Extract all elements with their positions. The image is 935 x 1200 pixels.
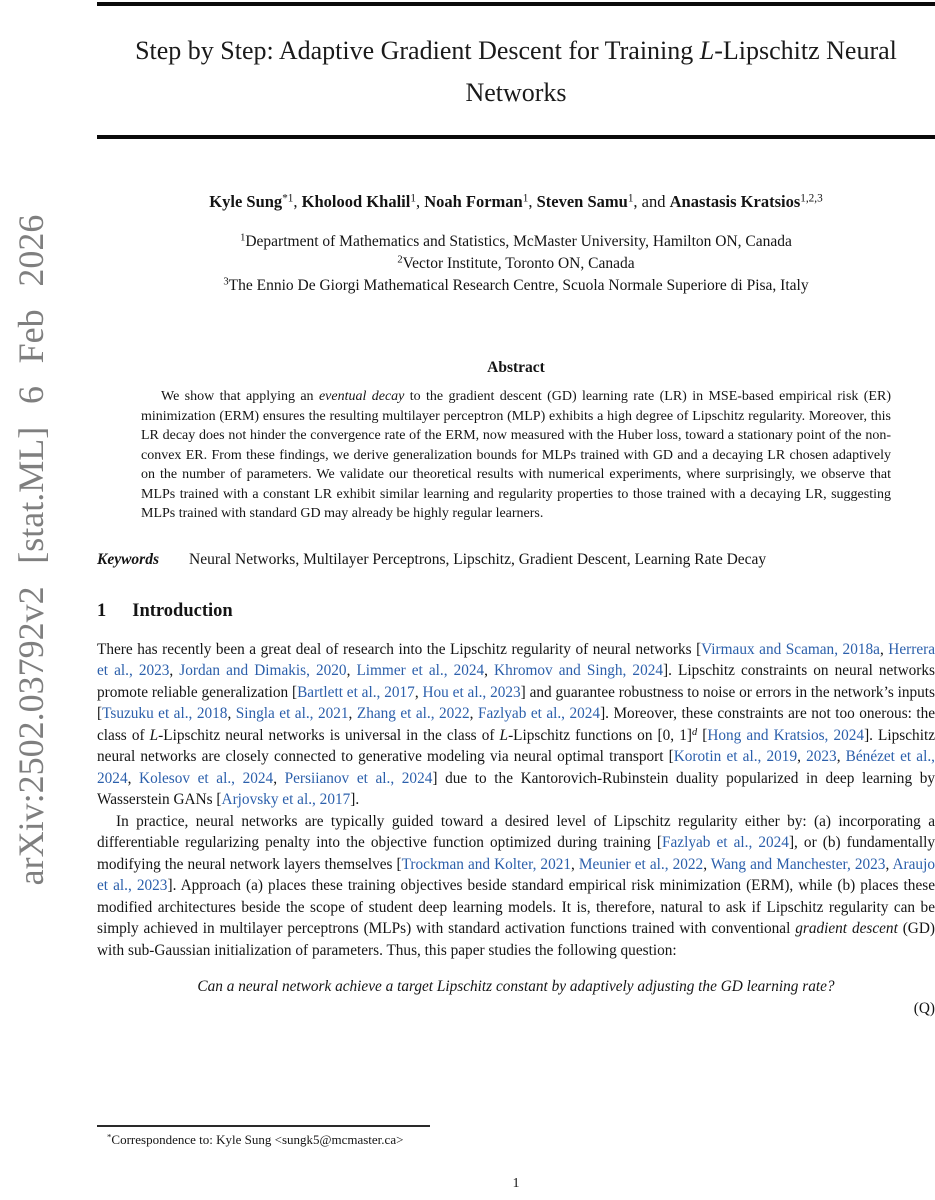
text-segment: * <box>107 1131 112 1142</box>
text-segment: Step by Step: Adaptive Gradient Descent for Training <box>135 36 700 65</box>
citation-link[interactable]: Fazlyab et al., 2024 <box>662 834 789 851</box>
text-segment: , <box>293 192 302 211</box>
citation-link[interactable]: Wang and Manchester, 2023 <box>710 855 886 873</box>
affiliation-line <box>97 275 935 297</box>
text-segment: 1 <box>522 192 529 205</box>
affiliations-block <box>97 231 935 297</box>
section-title: Introduction <box>132 600 233 621</box>
citation-link[interactable]: Jordan and Dimakis, 2020 <box>179 662 347 679</box>
arxiv-watermark: arXiv:2502.03792v2 [stat.ML] 6 Feb 2026 <box>11 214 51 886</box>
text-segment: , <box>885 855 893 873</box>
text-segment: ]. Approach (a) places these training objectives beside standard empirical risk minimization (ERM), while (b) places these modified architectures beside the scope of student deep learning models. It is, therefore, natural to ask if Lipschitz regularity can be simply achieved in multilayer perceptrons (MLPs) with standard activation functions trained with conventional <box>97 877 935 937</box>
text-segment: Noah Forman <box>424 192 523 211</box>
affiliation-line <box>97 253 935 275</box>
paper-page-body <box>97 0 935 1019</box>
text-segment: , <box>469 705 478 722</box>
text-segment: , <box>127 769 140 787</box>
text-segment: L <box>149 726 159 744</box>
text-segment: *1 <box>282 192 294 205</box>
keywords-text: Neural Networks, Multilayer Perceptrons, Lipschitz, Gradient Descent, Learning Rate Decay <box>189 550 767 568</box>
abstract-text <box>141 387 891 524</box>
citation-link[interactable]: Zhang et al., 2022 <box>356 705 470 722</box>
text-segment: ] and guarantee robustness to noise or errors in the network’s inputs [ <box>97 683 935 722</box>
text-segment: , <box>484 662 495 679</box>
abstract-heading: Abstract <box>487 359 545 376</box>
text-segment: Anastasis Kratsios <box>669 192 801 211</box>
footnote-area <box>97 1125 935 1148</box>
section-number: 1 <box>97 600 107 621</box>
text-segment: 3 <box>223 276 229 288</box>
citation-link[interactable]: Trockman and Kolter, 2021 <box>401 855 572 873</box>
citation-link[interactable]: Singla et al., 2021 <box>235 705 349 722</box>
text-segment: , and <box>633 192 670 211</box>
citation-link[interactable]: Kolesov et al., 2024 <box>139 769 274 787</box>
title-rule-bottom <box>97 135 935 139</box>
text-segment: Vector Institute, Toronto ON, Canada <box>402 255 635 272</box>
text-segment: 1 <box>627 192 634 205</box>
citation-link[interactable]: Bénézet et al., 2024 <box>97 748 935 787</box>
text-segment: Kyle Sung <box>209 192 283 211</box>
citation-link[interactable]: Fazlyab et al., 2024 <box>477 705 601 722</box>
intro-paragraph-1 <box>97 639 935 811</box>
text-segment: , <box>797 748 807 765</box>
author-line <box>97 192 935 212</box>
text-segment: , <box>346 662 357 679</box>
text-segment: ]. <box>350 791 360 808</box>
keywords-line <box>97 551 935 569</box>
text-segment: to the gradient descent (GD) learning rate (LR) in MSE-based empirical risk (ER) minimization (ERM) ensures the resulting multilayer perceptron (MLP) exhibits a high degree of Lipschitz regularity. Moreover, this LR decay does not hinder the convergence rate of the ERM, now measured with the Huber loss, toward a stationary point of the non-convex ER. From these findings, we derive generalization bounds for MLPs trained with GD and a decaying LR chosen adaptively on the number of parameters. We validate our theoretical results with numerical experiments, where surprisingly, we observe that MLPs trained with a constant LR exhibit similar learning and regularity properties to those trained with a decaying LR, suggesting MLPs trained with standard GD may already be highly regular learners. <box>141 389 891 521</box>
correspondence-footnote <box>97 1132 935 1148</box>
text-segment: , <box>414 683 423 701</box>
text-segment: In practice, neural networks are typically guided toward a desired level of Lipschitz regularity either by: (a) incorporating a differentiable regularizing penalty into the objective function optimized during training [ <box>97 812 935 851</box>
text-segment: , <box>273 769 285 787</box>
text-segment: (GD) with sub-Gaussian initialization of parameters. Thus, this paper studies the following question: <box>97 920 935 959</box>
text-segment: Correspondence to: Kyle Sung <sungk5@mcmaster.ca> <box>111 1132 404 1147</box>
text-segment: , <box>703 855 711 873</box>
text-segment: The Ennio De Giorgi Mathematical Research Centre, Scuola Normale Superiore di Pisa, Italy <box>228 277 809 294</box>
text-segment: , <box>836 748 846 765</box>
section-heading-introduction <box>97 601 935 622</box>
citation-link[interactable]: Arjovsky et al., 2017 <box>221 791 351 808</box>
text-segment: , <box>227 705 236 722</box>
text-segment: ] due to the Kantorovich-Rubinstein duality popularized in deep learning by Wasserstein GANs [ <box>97 769 935 808</box>
citation-link[interactable]: Persiianov et al., 2024 <box>284 769 433 787</box>
text-segment: , <box>879 640 889 658</box>
text-segment: ], or (b) fundamentally modifying the neural network layers themselves [ <box>97 834 935 873</box>
text-segment: ]. Lipschitz neural networks are closely connected to generative modeling via neural optimal transport [ <box>97 726 935 765</box>
text-segment: , <box>415 192 425 211</box>
page-number: 1 <box>512 1176 520 1191</box>
text-segment: , <box>528 192 537 211</box>
citation-link[interactable]: Hong and Kratsios, 2024 <box>707 726 865 744</box>
text-segment: ]. Moreover, these constraints are not too onerous: the class of <box>97 705 935 744</box>
text-segment: L <box>499 726 509 744</box>
citation-link[interactable]: Meunier et al., 2022 <box>578 855 704 873</box>
equation-tag-q: (Q) <box>913 999 935 1017</box>
intro-paragraph-2 <box>97 811 935 962</box>
citation-link[interactable]: Tsuzuku et al., 2018 <box>102 705 228 722</box>
citation-link[interactable]: Korotin et al., 2019 <box>673 748 798 765</box>
text-segment: 1 <box>240 232 246 244</box>
text-segment: [ <box>697 726 708 744</box>
text-segment: gradient descent <box>795 920 898 937</box>
citation-link[interactable]: Herrera et al., 2023 <box>97 640 935 679</box>
paper-title <box>97 30 935 114</box>
text-segment: -Lipschitz neural networks is universal in the class of <box>158 726 500 744</box>
research-question: Can a neural network achieve a target Lipschitz constant by adaptively adjusting the GD learning rate? <box>197 978 835 995</box>
citation-link[interactable]: Hou et al., 2023 <box>422 683 521 701</box>
text-segment: ]. Lipschitz constraints on neural networks promote reliable generalization [ <box>97 662 935 701</box>
affiliation-line <box>97 231 935 253</box>
citation-link[interactable]: Virmaux and Scaman, 2018a <box>701 640 880 658</box>
footnote-rule <box>97 1125 430 1127</box>
text-segment: We show that applying an <box>161 389 319 404</box>
citation-link[interactable]: Limmer et al., 2024 <box>356 662 485 679</box>
text-segment: 2 <box>397 254 403 266</box>
text-segment: L <box>699 36 715 65</box>
text-segment: eventual decay <box>318 389 405 404</box>
citation-link[interactable]: Araujo et al., 2023 <box>97 855 935 894</box>
text-segment: , <box>169 662 180 679</box>
text-segment: 1 <box>410 192 416 205</box>
text-segment: Kholood Khalil <box>301 192 411 211</box>
text-segment: 1,2,3 <box>800 192 823 205</box>
keywords-label: Keywords <box>97 550 159 568</box>
title-rule-top <box>97 2 935 6</box>
text-segment: -Lipschitz Neural Networks <box>465 36 897 107</box>
citation-link[interactable]: Khromov and Singh, 2024 <box>494 662 664 679</box>
text-segment: , <box>571 855 579 873</box>
text-segment: There has recently been a great deal of research into the Lipschitz regularity of neural networks [ <box>97 640 702 658</box>
text-segment: -Lipschitz functions on [0, 1] <box>508 726 692 744</box>
text-segment: , <box>348 705 357 722</box>
citation-link[interactable]: 2023 <box>806 748 837 765</box>
text-segment: d <box>691 726 698 738</box>
text-segment: Steven Samu <box>536 192 628 211</box>
text-segment: Department of Mathematics and Statistics, McMaster University, Hamilton ON, Canada <box>245 233 792 250</box>
citation-link[interactable]: Bartlett et al., 2017 <box>297 683 415 701</box>
